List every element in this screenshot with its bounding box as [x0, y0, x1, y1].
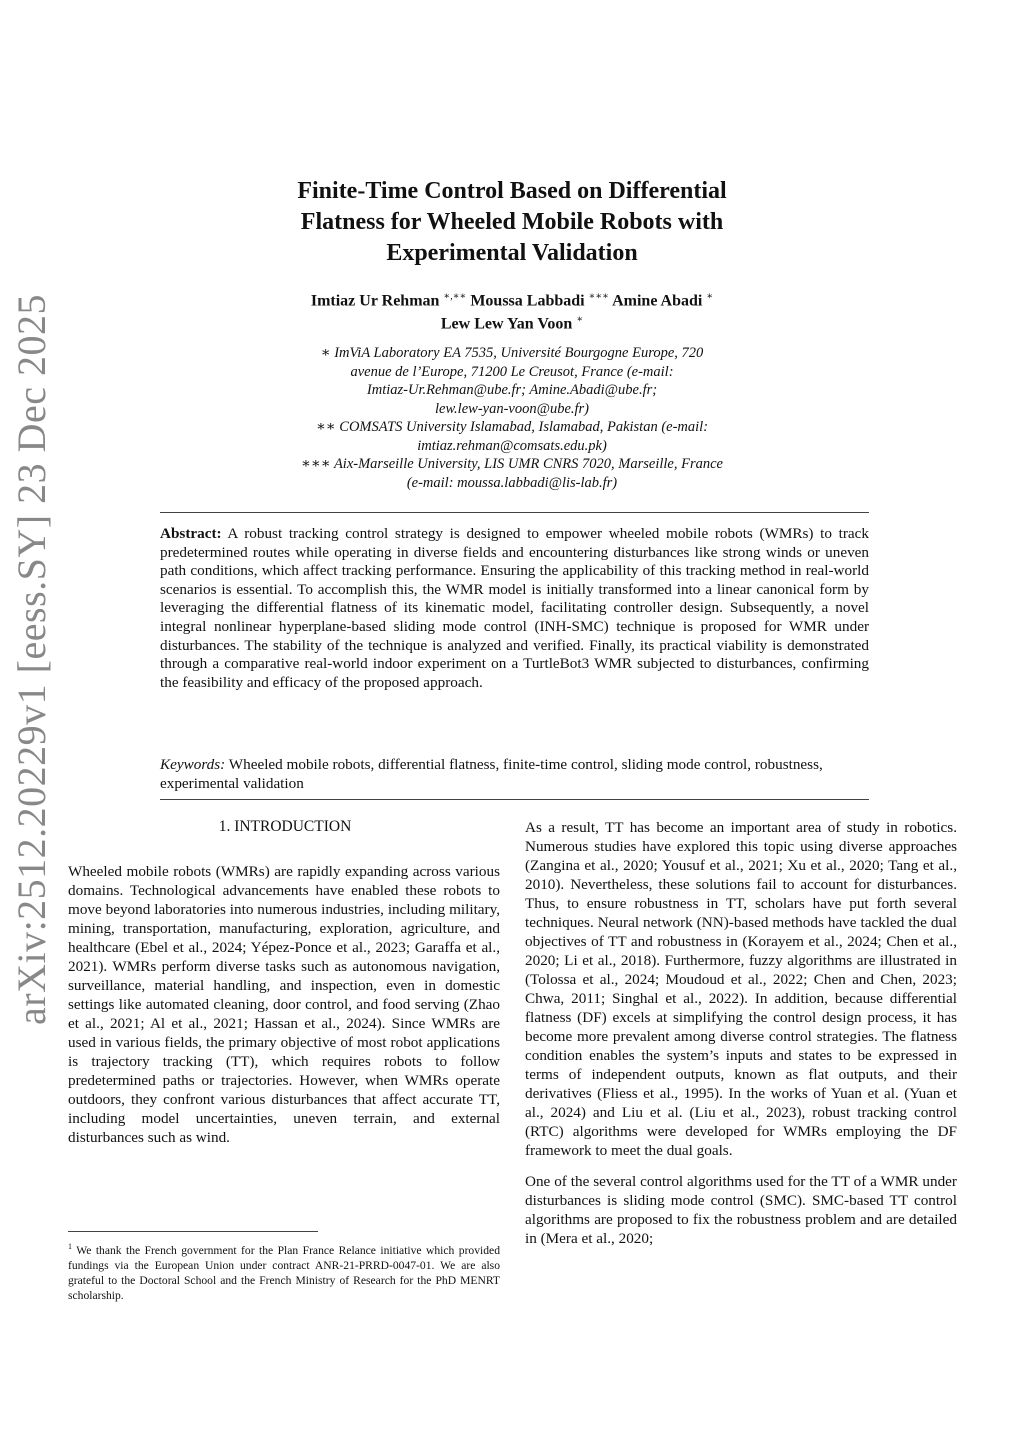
author-affil-mark: ∗∗∗ — [588, 291, 609, 302]
affiliation-line: (e-mail: moussa.labbadi@lis-lab.fr) — [406, 474, 618, 491]
affiliation-line: lew.lew-yan-voon@ube.fr) — [435, 400, 589, 417]
affiliation-line: avenue de l’Europe, 71200 Le Creusot, France (e-mail: — [350, 363, 674, 380]
abstract-label: Abstract: — [160, 525, 222, 542]
footnote-rule — [68, 1231, 318, 1232]
author-name: Imtiaz Ur Rehman — [310, 292, 440, 310]
title-line: Finite-Time Control Based on Differential — [297, 178, 727, 204]
affiliation-line: ∗∗ COMSATS University Islamabad, Islamabad, Pakistan (e-mail: — [315, 419, 709, 435]
footnote — [68, 1239, 500, 1304]
body-paragraph: As a result, TT has become an important area of study in robotics. Numerous studies have explored this topic using diverse approaches (Zangina et al., 2020; Yousuf et al., 2021; Xu et al., 2020; Tang et al., 2010). Nevertheless, these solutions fail to account for disturbances. Thus, to ensure robustness in TT, scholars have put forth several techniques. Neural network (NN)-based methods have tackled the dual objectives of TT and robustness in (Korayem et al., 2024; Chen et al., 2020; Li et al., 2018). Furthermore, fuzzy algorithms are illustrated in (Tolossa et al., 2024; Moudoud et al., 2022; Chen and Chen, 2023; Chwa, 2011; Singhal et al., 2022). In addition, because differential flatness (DF) excels at simplifying the control design process, it has become more prevalent among diverse control strategies. The flatness condition enables the system’s inputs and states to be expressed in terms of independent outputs, known as flat outputs, and their derivatives (Fliess et al., 1995). In the works of Yuan et al. (Yuan et al., 2024) and Liu et al. (Liu et al., 2023), robust tracking control (RTC) algorithms were developed for WMRs employing the DF framework to meet the dual goals. — [525, 819, 957, 1159]
footnote-mark: 1 — [68, 1242, 72, 1251]
right-column — [525, 818, 957, 1248]
abstract-bottom-rule — [160, 799, 869, 800]
affiliation-line: imtiaz.rehman@comsats.edu.pk) — [417, 437, 607, 454]
affiliation-line: ∗ ImViA Laboratory EA 7535, Université Bourgogne Europe, 720 — [320, 345, 704, 361]
paper-title — [210, 176, 814, 269]
author-name: Amine Abadi — [612, 292, 703, 310]
keywords-text: Wheeled mobile robots, differential flatness, finite-time control, sliding mode control, robustness, experimental validation — [160, 756, 823, 792]
author-affil-mark: ∗ — [576, 314, 584, 326]
author-list — [210, 287, 814, 334]
affiliation-line: ∗∗∗ Aix-Marseille University, LIS UMR CNRS 7020, Marseille, France — [301, 456, 723, 472]
title-line: Experimental Validation — [386, 240, 638, 266]
keywords-label: Keywords: — [160, 756, 226, 773]
author-affil-mark: ∗ — [706, 291, 714, 302]
abstract-top-rule — [160, 512, 869, 513]
abstract — [160, 525, 869, 692]
left-column — [68, 862, 500, 1147]
author-name: Moussa Labbadi — [470, 292, 585, 310]
footnote-text: We thank the French government for the Plan France Relance initiative which provided fundings via the European Union under contract ANR-21-PRRD-0047-01. We are also grateful to the Doctoral School and the French Ministry of Research for the PhD MENRT scholarship. — [68, 1243, 500, 1303]
abstract-text: A robust tracking control strategy is designed to empower wheeled mobile robots (WMRs) to track predetermined routes while operating in diverse fields and encountering disturbances like strong winds or uneven path conditions, which affect tracking performance. Ensuring the applicability of this tracking method in real-world scenarios is essential. To accomplish this, the WMR model is initially transformed into a linear canonical form by leveraging the differential flatness of its kinematic model, facilitating controller design. Subsequently, a novel integral nonlinear hyperplane-based sliding mode control (INH-SMC) technique is proposed for WMR under disturbances. The stability of the technique is analyzed and verified. Finally, its practical viability is demonstrated through a comparative real-world indoor experiment on a TurtleBot3 WMR subjected to disturbances, confirming the feasibility and efficacy of the proposed approach. — [160, 525, 869, 691]
affiliation-line: Imtiaz-Ur.Rehman@ube.fr; Amine.Abadi@ube.fr; — [366, 382, 658, 398]
affiliations — [210, 344, 814, 492]
section-heading: 1. INTRODUCTION — [218, 818, 352, 835]
arxiv-identifier: arXiv:2512.20229v1 [eess.SY] 23 Dec 2025 — [9, 294, 54, 1025]
author-name: Lew Lew Yan Voon — [440, 315, 573, 333]
author-affil-mark: ∗,∗∗ — [443, 291, 467, 302]
body-paragraph: One of the several control algorithms used for the TT of a WMR under disturbances is sliding mode control (SMC). SMC-based TT control algorithms are proposed to fix the robustness problem and are detailed in (Mera et al., 2020; — [525, 1173, 957, 1247]
keywords — [160, 756, 869, 793]
body-paragraph: Wheeled mobile robots (WMRs) are rapidly expanding across various domains. Technological advancements have enabled these robots to move beyond laboratories into numerous industries, including military, mining, transportation, manufacturing, exploration, agriculture, and healthcare (Ebel et al., 2024; Yépez-Ponce et al., 2023; Garaffa et al., 2021). WMRs perform diverse tasks such as autonomous navigation, surveillance, material handling, and inspection, even in domestic settings like automated cleaning, door control, and food serving (Zhao et al., 2021; Al et al., 2021; Hassan et al., 2024). Since WMRs are used in various fields, the primary objective of most robot applications is trajectory tracking (TT), which requires robots to follow predetermined paths or trajectories. However, when WMRs operate outdoors, they confront various disturbances that affect accurate TT, including model uncertainties, uneven terrain, and external disturbances such as wind. — [68, 863, 500, 1146]
title-line: Flatness for Wheeled Mobile Robots with — [300, 209, 724, 235]
